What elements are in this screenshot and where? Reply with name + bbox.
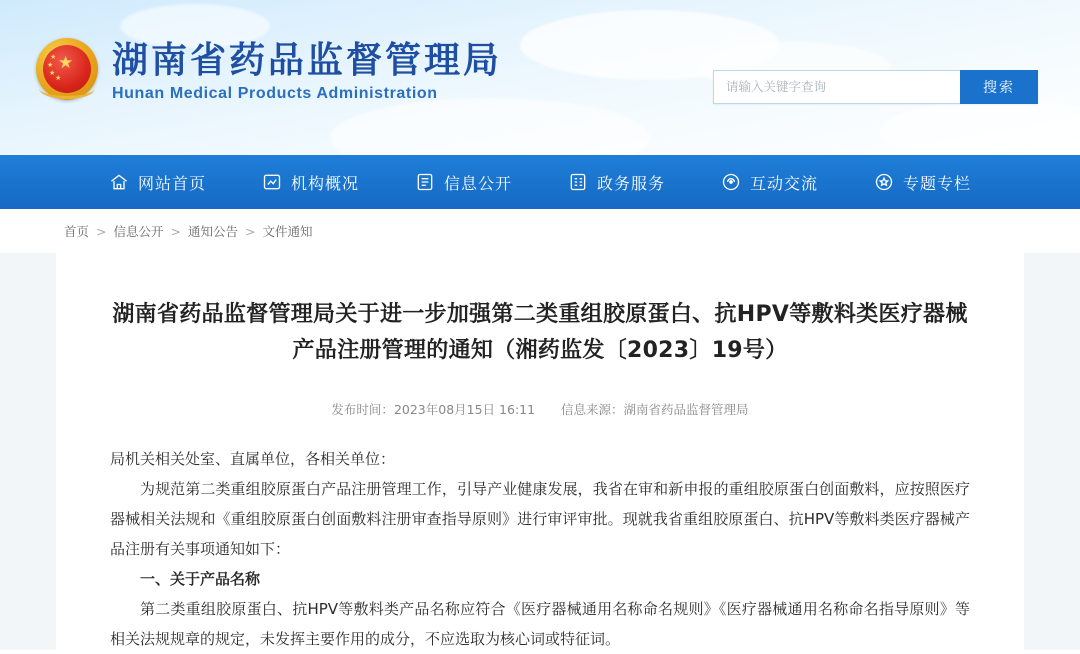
search-box[interactable] — [713, 70, 1038, 104]
nav-item-home[interactable] — [81, 155, 234, 209]
nav-item-special-column[interactable] — [846, 155, 999, 209]
nav-item-label: 机构概况 — [290, 173, 359, 193]
site-header — [0, 0, 1080, 155]
main-navigation — [0, 155, 1080, 209]
chart-icon — [262, 172, 282, 192]
search-button[interactable]: 搜索 — [960, 70, 1038, 104]
cloud-decoration — [880, 100, 1080, 155]
nav-item-label: 专题专栏 — [903, 173, 972, 193]
breadcrumb-separator: > — [170, 223, 181, 239]
publish-time-label: 发布时间： — [331, 401, 394, 417]
chat-icon — [721, 172, 741, 192]
nav-item-label: 信息公开 — [443, 173, 512, 193]
article-meta — [110, 400, 970, 418]
document-icon — [415, 172, 435, 192]
article-body — [110, 444, 970, 654]
site-title-en: Hunan Medical Products Administration — [112, 85, 438, 103]
page-background — [0, 253, 1080, 650]
nav-item-label: 互动交流 — [750, 173, 819, 193]
star-icon — [874, 172, 894, 192]
breadcrumb-item-notice[interactable]: 通知公告 — [188, 224, 239, 239]
page-title: 湖南省药品监督管理局关于进一步加强第二类重组胶原蛋白、抗HPV等敷料类医疗器械产品注册管理的通知（湘药监发〔2023〕19号） — [112, 302, 968, 364]
nav-item-overview[interactable] — [234, 155, 387, 209]
cloud-decoration — [330, 98, 650, 155]
list-icon — [568, 172, 588, 192]
breadcrumb-bar — [0, 209, 1080, 253]
home-icon — [109, 172, 129, 192]
article-panel — [56, 253, 1024, 654]
source-label: 信息来源： — [561, 401, 624, 417]
article-paragraph: 为规范第二类重组胶原蛋白产品注册管理工作，引导产业健康发展，我省在审和新申报的重组胶原蛋白创面敷料，应按照医疗器械相关法规和《重组胶原蛋白创面敷料注册审查指导原则》进行审评审批。现就我省重组胶原蛋白、抗HPV等敷料类医疗器械产品注册有关事项通知如下： — [110, 479, 970, 558]
search-input[interactable] — [713, 70, 960, 104]
breadcrumb-item-info-disclosure[interactable]: 信息公开 — [113, 224, 164, 239]
article-paragraph: 局机关相关处室、直属单位，各相关单位： — [110, 449, 396, 468]
publish-time-value: 2023年08月15日 16:11 — [393, 401, 536, 417]
breadcrumb-separator: > — [245, 223, 256, 239]
breadcrumb-item-document-notice[interactable]: 文件通知 — [262, 224, 313, 239]
nav-item-gov-service[interactable] — [540, 155, 693, 209]
breadcrumb-separator: > — [96, 223, 107, 239]
nav-item-label: 政务服务 — [597, 173, 666, 193]
source-value: 湖南省药品监督管理局 — [623, 401, 749, 417]
article-section-heading: 一、关于产品名称 — [140, 569, 261, 588]
site-title-cn: 湖南省药品监督管理局 — [112, 40, 503, 81]
nav-item-label: 网站首页 — [137, 173, 206, 193]
article-paragraph: 第二类重组胶原蛋白、抗HPV等敷料类产品名称应符合《医疗器械通用名称命名规则》《医疗器械通用名称命名指导原则》等相关法规规章的规定，未发挥主要作用的成分，不应选取为核心词或特征词。 — [110, 599, 970, 648]
breadcrumb-item-home[interactable]: 首页 — [64, 224, 90, 239]
site-title[interactable] — [112, 40, 502, 103]
breadcrumb — [64, 222, 313, 240]
national-emblem-icon: ★ ★ ★ ★ ★ — [36, 38, 98, 100]
nav-item-interaction[interactable] — [693, 155, 846, 209]
nav-item-info-disclosure[interactable] — [387, 155, 540, 209]
